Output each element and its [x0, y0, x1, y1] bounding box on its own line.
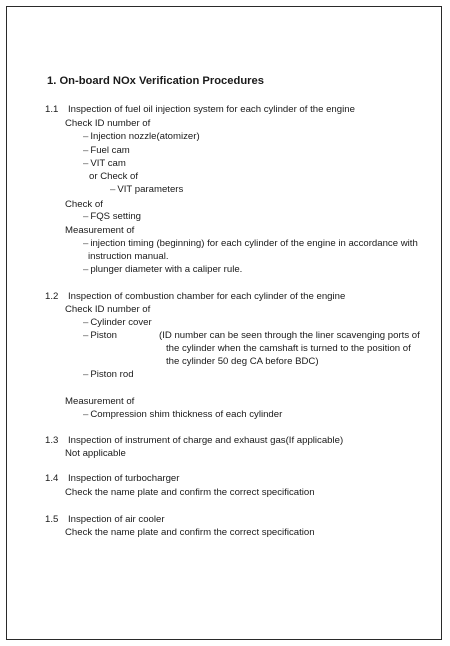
section-body: Check the name plate and confirm the correct specification	[65, 487, 315, 498]
list-item: – VIT cam	[83, 158, 126, 170]
document-page	[6, 6, 442, 640]
measurement-label: Measurement of	[65, 396, 135, 407]
section-heading: Inspection of turbocharger	[68, 473, 180, 484]
section-heading: Inspection of combustion chamber for each cylinder of the engine	[68, 291, 346, 302]
note-text: the cylinder 50 deg CA before BDC)	[166, 356, 319, 367]
list-item: – Piston	[83, 330, 117, 342]
document-title: 1. On-board NOx Verification Procedures	[47, 75, 264, 87]
list-item: – Fuel cam	[83, 145, 130, 157]
section-number: 1.5	[45, 514, 59, 525]
note-text: the cylinder when the camshaft is turned to the position of	[166, 343, 411, 354]
check-label: Check ID number of	[65, 118, 151, 129]
list-item: – plunger diameter with a caliper rule.	[83, 264, 242, 276]
section-heading: Inspection of air cooler	[68, 514, 165, 525]
section-number: 1.4	[45, 473, 59, 484]
section-heading: Inspection of instrument of charge and exhaust gas(If applicable)	[68, 435, 344, 446]
list-item: – injection timing (beginning) for each cylinder of the engine in accordance with	[83, 238, 418, 250]
alternative-label: or Check of	[89, 171, 139, 182]
section-body: Not applicable	[65, 448, 126, 459]
note-text: (ID number can be seen through the liner scavenging ports of	[159, 330, 420, 341]
list-item: – Piston rod	[83, 369, 134, 381]
section-number: 1.2	[45, 291, 59, 302]
section-body: Check the name plate and confirm the correct specification	[65, 527, 315, 538]
section-number: 1.3	[45, 435, 59, 446]
list-item-continuation: instruction manual.	[88, 251, 169, 262]
list-item: – VIT parameters	[110, 184, 183, 196]
measurement-label: Measurement of	[65, 225, 135, 236]
check-label: Check of	[65, 199, 103, 210]
list-item: – Injection nozzle(atomizer)	[83, 131, 200, 143]
section-heading: Inspection of fuel oil injection system for each cylinder of the engine	[68, 104, 355, 115]
check-label: Check ID number of	[65, 304, 151, 315]
list-item: – Compression shim thickness of each cylinder	[83, 409, 282, 421]
section-number: 1.1	[45, 104, 59, 115]
list-item: – FQS setting	[83, 211, 141, 223]
list-item: – Cylinder cover	[83, 317, 152, 329]
